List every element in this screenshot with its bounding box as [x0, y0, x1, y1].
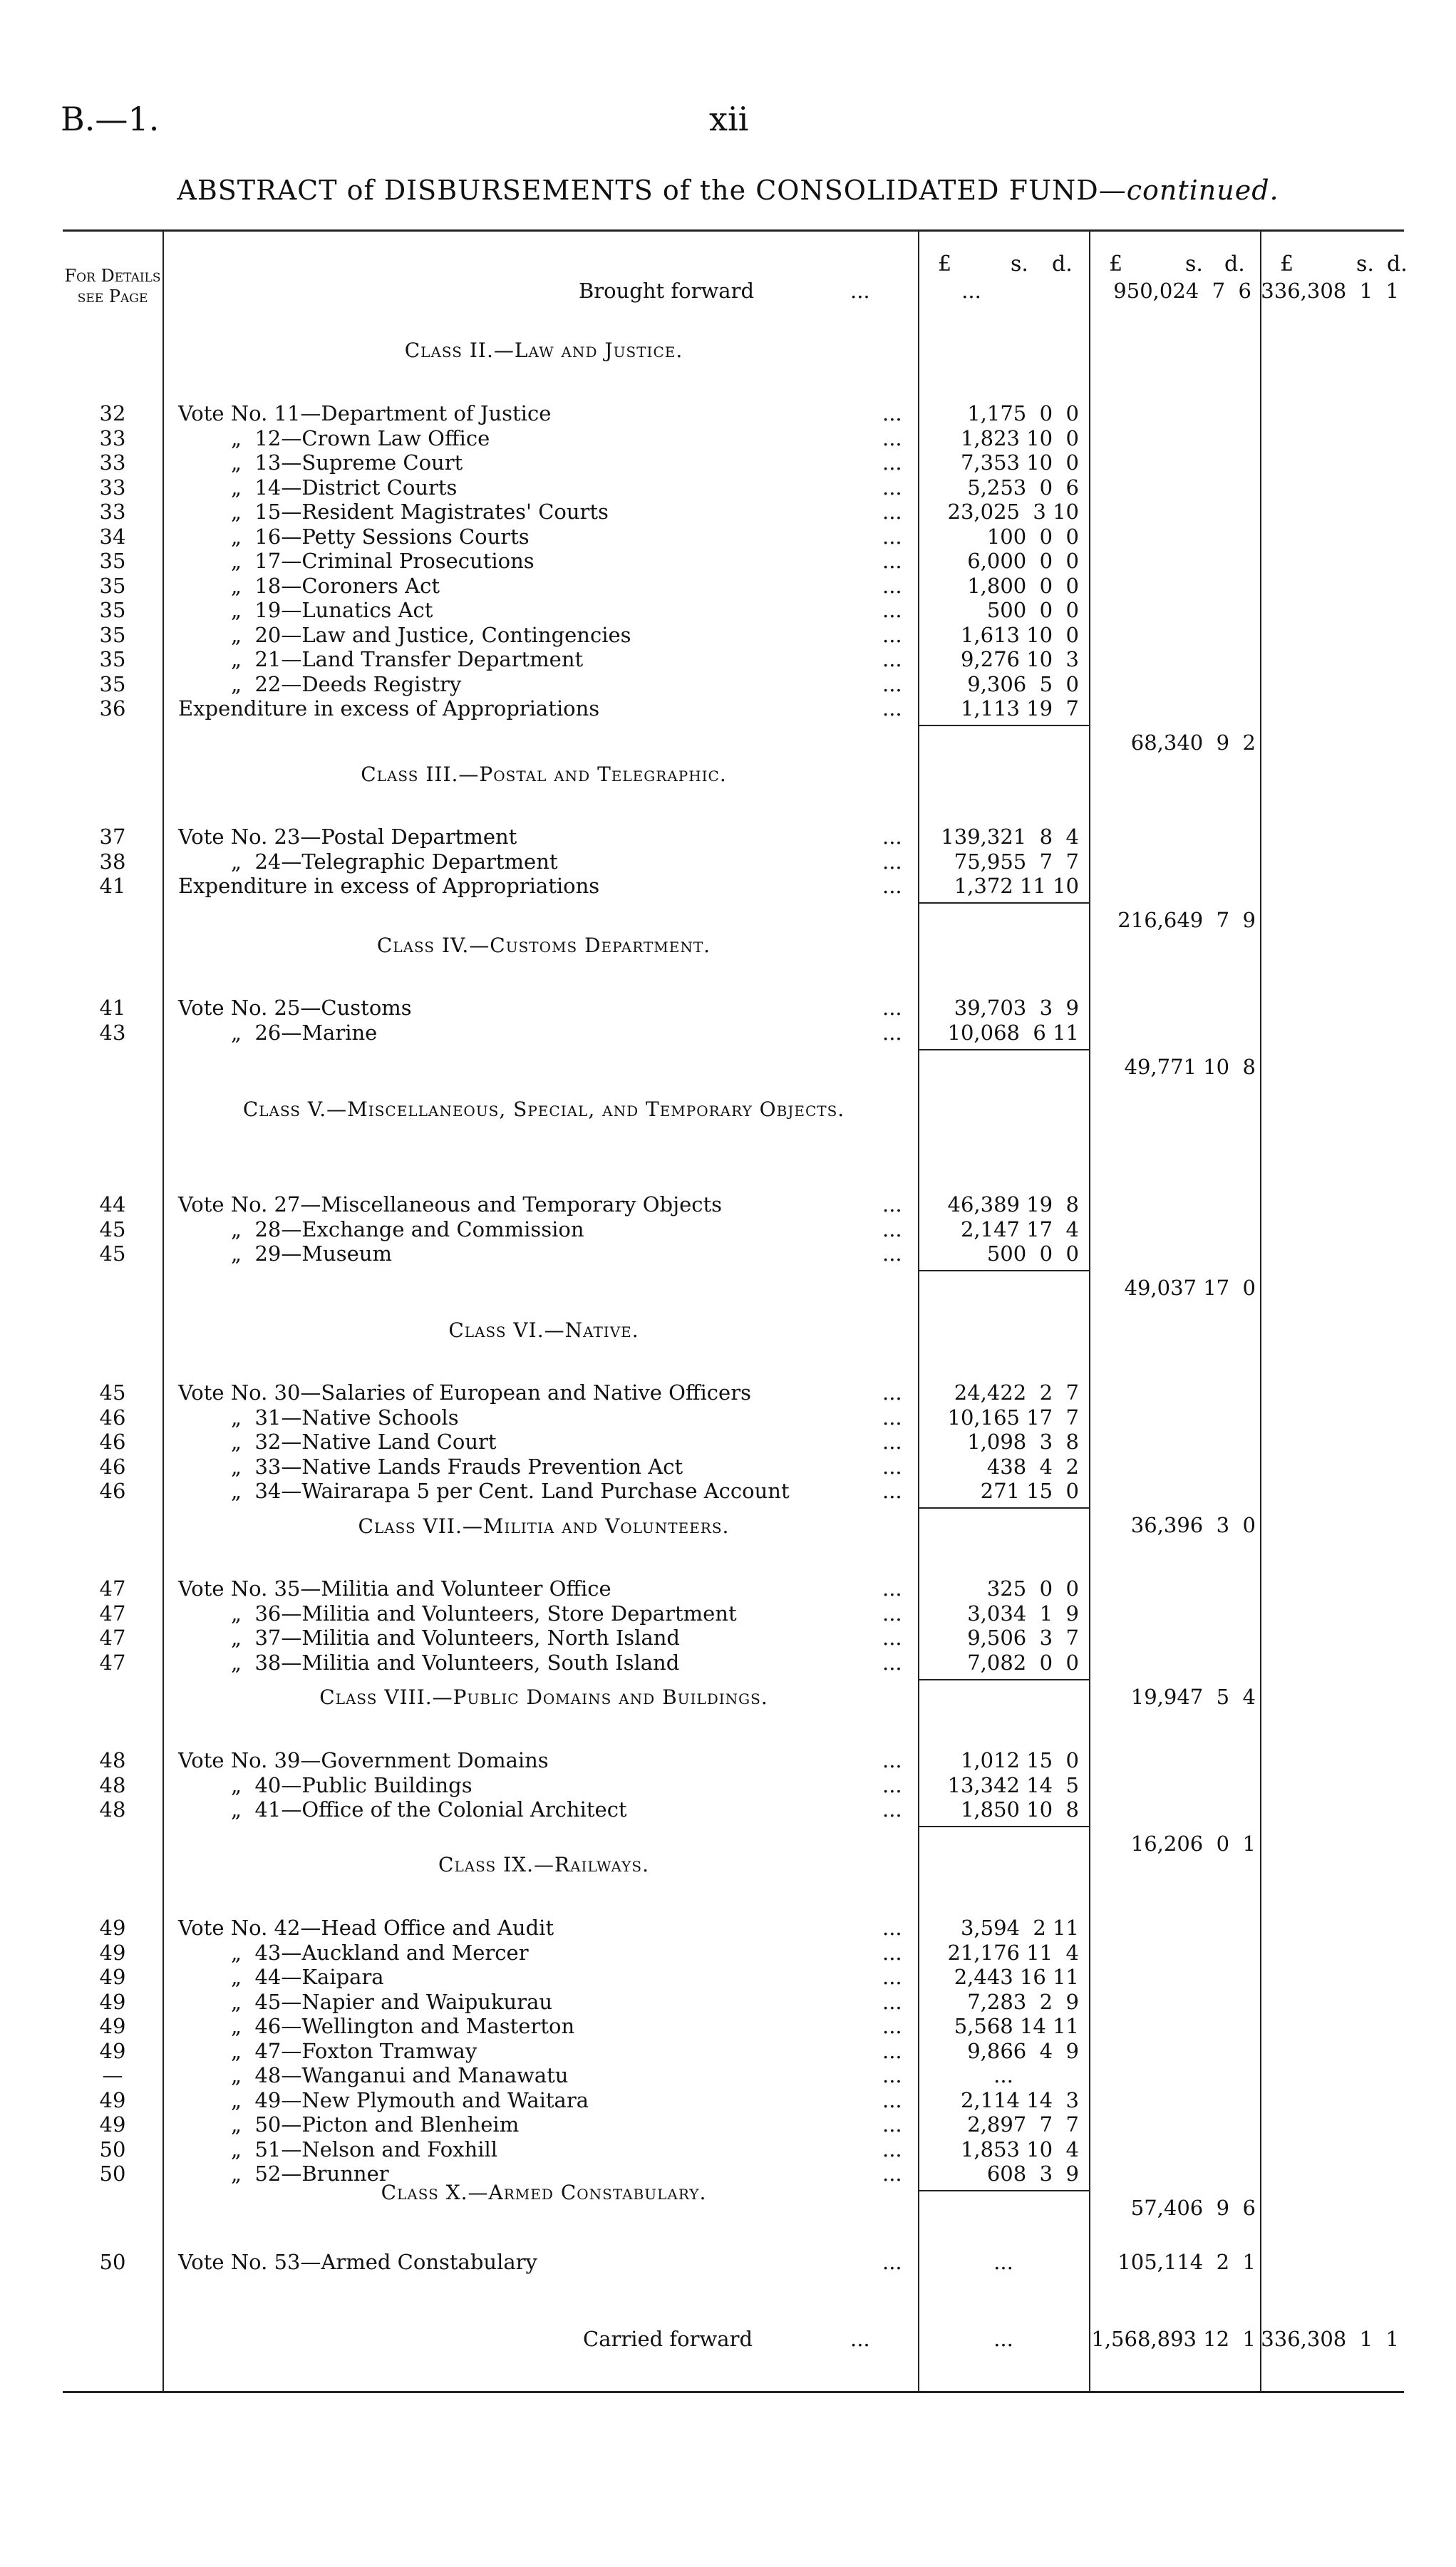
- vote-amount: 13,342 14 5: [947, 1772, 1079, 1797]
- leader-dots: ...: [882, 549, 902, 573]
- vote-row: [63, 1990, 1404, 2014]
- vote-amount: 23,025 3 10: [947, 500, 1079, 524]
- page-ref: 35: [99, 647, 126, 671]
- leader-dots: ...: [850, 2327, 870, 2351]
- vote-amount: 10,165 17 7: [947, 1405, 1079, 1430]
- vote-row: [63, 1217, 1404, 1241]
- class-heading: Class VII.—Militia and Volunteers.: [358, 1514, 730, 1538]
- vote-amount: 7,082 0 0: [967, 1650, 1079, 1675]
- vote-description: „ 52—Brunner: [231, 2161, 389, 2186]
- brought-forward-col3: 336,308 1 1: [1261, 279, 1399, 303]
- leader-dots: ...: [882, 1626, 902, 1650]
- leader-dots: ...: [882, 1430, 902, 1454]
- class-heading: Class II.—Law and Justice.: [404, 339, 683, 362]
- vote-description: „ 12—Crown Law Office: [231, 425, 490, 450]
- brought-forward-label: Brought forward: [579, 279, 755, 303]
- page-ref: 36: [99, 696, 126, 720]
- subtotal-rule: [918, 902, 1089, 904]
- leader-dots: ...: [882, 1916, 902, 1940]
- page-ref: 35: [99, 573, 126, 598]
- vote-description: „ 13—Supreme Court: [231, 450, 463, 475]
- page-ref: 48: [99, 1772, 126, 1797]
- vote-description: Expenditure in excess of Appropriations: [178, 696, 600, 720]
- leader-dots: ...: [882, 1650, 902, 1675]
- vote-description: „ 14—District Courts: [231, 475, 458, 500]
- vote-amount: 9,276 10 3: [960, 647, 1079, 671]
- page-ref: 49: [99, 1989, 126, 2014]
- carried-forward-col2: 1,568,893 12 1: [1091, 2327, 1256, 2351]
- class-total-row: [63, 908, 1404, 932]
- page-ref: 47: [99, 1650, 126, 1675]
- vote-amount: 2,897 7 7: [967, 2112, 1079, 2137]
- vote-amount: 100 0 0: [986, 524, 1079, 549]
- vote-description: „ 26—Marine: [231, 1020, 378, 1045]
- vote-row: [63, 1941, 1404, 1965]
- vote-row: [63, 1651, 1404, 1675]
- vote-description: „ 51—Nelson and Foxhill: [231, 2137, 498, 2161]
- brought-forward-row: [63, 279, 1404, 303]
- leader-dots: ...: [882, 1965, 902, 1989]
- vote-row: [63, 1576, 1404, 1601]
- class-total-row: [63, 730, 1404, 755]
- vote-amount: 325 0 0: [986, 1576, 1079, 1601]
- leader-dots: ...: [882, 1241, 902, 1266]
- vote-amount: 438 4 2: [986, 1454, 1079, 1479]
- leader-dots: ...: [882, 825, 902, 849]
- vote-amount: 608 3 9: [986, 2161, 1079, 2186]
- for-details-header: For Details see Page: [64, 266, 161, 306]
- leader-dots: ...: [882, 401, 902, 425]
- page-ref: 49: [99, 2038, 126, 2063]
- leader-dots: ...: [882, 874, 902, 898]
- leader-dots: ...: [882, 1989, 902, 2014]
- leader-dots: ...: [882, 622, 902, 647]
- leader-dots: ...: [882, 2014, 902, 2038]
- leader-dots: ...: [882, 1940, 902, 1965]
- vote-description: „ 16—Petty Sessions Courts: [231, 524, 530, 549]
- vote-description: „ 34—Wairarapa 5 per Cent. Land Purchase Account: [231, 1479, 790, 1503]
- page-ref: 45: [99, 1241, 126, 1266]
- vote-amount: 7,353 10 0: [960, 450, 1079, 475]
- vote-description: „ 29—Museum: [231, 1241, 392, 1266]
- vote-amount: 39,703 3 9: [954, 996, 1079, 1020]
- vote-amount: 1,613 10 0: [960, 622, 1079, 647]
- vote-description: „ 46—Wellington and Masterton: [231, 2014, 575, 2038]
- page-ref: 49: [99, 2087, 126, 2112]
- page-ref: 49: [99, 2014, 126, 2038]
- page-ref: 35: [99, 671, 126, 696]
- class-total: 19,947 5 4: [1130, 1684, 1256, 1709]
- vote-description: „ 41—Office of the Colonial Architect: [231, 1797, 627, 1822]
- vote-row: [63, 696, 1404, 720]
- subtotal-rule: [918, 1679, 1089, 1680]
- vote-description: „ 37—Militia and Volunteers, North Island: [231, 1626, 680, 1650]
- vote-description: „ 15—Resident Magistrates' Courts: [231, 500, 609, 524]
- pence-header: d.: [1052, 252, 1073, 277]
- vote-row: [63, 525, 1404, 549]
- leader-dots: ...: [882, 1576, 902, 1601]
- vote-description: „ 47—Foxton Tramway: [231, 2038, 477, 2063]
- class-heading: Class V.—Miscellaneous, Special, and Temporary Objects.: [242, 1097, 845, 1121]
- page-ref: —: [102, 2063, 123, 2087]
- vote-row: [63, 426, 1404, 450]
- vote-description: „ 49—New Plymouth and Waitara: [231, 2087, 589, 2112]
- class-total: 16,206 0 1: [1130, 1832, 1256, 1856]
- vote-description: „ 38—Militia and Volunteers, South Island: [231, 1650, 680, 1675]
- page-ref: 44: [99, 1192, 126, 1217]
- vote-row: [63, 1405, 1404, 1430]
- leader-dots: ...: [882, 450, 902, 475]
- leader-dots: ...: [882, 696, 902, 720]
- vote-row: [63, 450, 1404, 475]
- vote-row: [63, 1241, 1404, 1266]
- vote-row: [63, 1965, 1404, 1989]
- vote-row: [63, 825, 1404, 849]
- page-ref: 38: [99, 849, 126, 874]
- vote-amount: 2,114 14 3: [960, 2087, 1079, 2112]
- vote-amount: 9,306 5 0: [967, 671, 1079, 696]
- leader-dots: ...: [882, 1020, 902, 1045]
- leader-dots: ...: [882, 1479, 902, 1503]
- vote-description: „ 50—Picton and Blenheim: [231, 2112, 520, 2137]
- vote-amount: 1,113 19 7: [960, 696, 1079, 720]
- vote-description: „ 36—Militia and Volunteers, Store Department: [231, 1601, 737, 1626]
- vote-description: „ 32—Native Land Court: [231, 1430, 497, 1454]
- vote-row: [63, 574, 1404, 598]
- leader-dots: ...: [882, 2112, 902, 2137]
- vote-description: Expenditure in excess of Appropriations: [178, 874, 600, 898]
- page-title: ABSTRACT of DISBURSEMENTS of the CONSOLIDATED FUND—continued.: [177, 175, 1279, 206]
- vote-row: [63, 874, 1404, 898]
- carried-forward-label: Carried forward: [583, 2327, 753, 2351]
- page-ref: 49: [99, 2112, 126, 2137]
- vote-description: „ 20—Law and Justice, Contingencies: [231, 622, 631, 647]
- leader-dots: ...: [882, 849, 902, 874]
- class-total: 49,771 10 8: [1124, 1054, 1256, 1079]
- vote-amount: 5,568 14 11: [954, 2014, 1079, 2038]
- vote-amount: 500 0 0: [986, 598, 1079, 622]
- class-total-row: [63, 2250, 1404, 2274]
- vote-description: „ 18—Coroners Act: [231, 573, 440, 598]
- vote-amount: ...: [993, 2063, 1013, 2087]
- vote-description: Vote No. 27—Miscellaneous and Temporary Objects: [178, 1192, 723, 1217]
- page-number: xii: [709, 100, 749, 138]
- page-ref: 41: [99, 996, 126, 1020]
- subtotal-rule: [918, 1507, 1089, 1509]
- leader-dots: ...: [882, 2137, 902, 2161]
- leader-dots: ...: [882, 475, 902, 500]
- leader-dots: ...: [882, 1454, 902, 1479]
- vote-row: [63, 1430, 1404, 1454]
- vote-amount: 1,175 0 0: [967, 401, 1079, 425]
- leader-dots: ...: [882, 1405, 902, 1430]
- vote-amount: 3,594 2 11: [960, 1916, 1079, 1940]
- vote-row: [63, 1916, 1404, 1940]
- vote-row: [63, 598, 1404, 622]
- leader-dots: ...: [882, 647, 902, 671]
- carried-forward-col3: 336,308 1 1: [1261, 2327, 1399, 2351]
- page-ref: 33: [99, 500, 126, 524]
- leader-dots: ...: [882, 500, 902, 524]
- vote-row: [63, 1601, 1404, 1626]
- brought-forward-col2: 950,024 7 6: [1113, 279, 1251, 303]
- vote-amount: 6,000 0 0: [967, 549, 1079, 573]
- subtotal-rule: [918, 1270, 1089, 1271]
- leader-dots: ...: [882, 1748, 902, 1772]
- vote-description: „ 19—Lunatics Act: [231, 598, 433, 622]
- page-ref: 47: [99, 1601, 126, 1626]
- leader-dots: ...: [882, 2038, 902, 2063]
- class-total: 49,037 17 0: [1124, 1276, 1256, 1300]
- vote-amount: 1,853 10 4: [960, 2137, 1079, 2161]
- class-heading: Class III.—Postal and Telegraphic.: [361, 763, 727, 786]
- vote-amount: 500 0 0: [986, 1241, 1079, 1266]
- page-ref: 46: [99, 1479, 126, 1503]
- leader-dots: ...: [882, 671, 902, 696]
- vote-amount: 7,283 2 9: [967, 1989, 1079, 2014]
- vote-description: „ 33—Native Lands Frauds Prevention Act: [231, 1454, 683, 1479]
- page-ref: 37: [99, 825, 126, 849]
- vote-row: [63, 500, 1404, 524]
- page-ref: 48: [99, 1797, 126, 1822]
- vote-row: [63, 1455, 1404, 1479]
- vote-amount: 21,176 11 4: [947, 1940, 1079, 1965]
- page-ref: 33: [99, 425, 126, 450]
- subtotal-rule: [918, 1049, 1089, 1050]
- class-total-row: [63, 1276, 1404, 1300]
- subtotal-rule: [918, 1826, 1089, 1827]
- class-total-row: [63, 1055, 1404, 1079]
- vote-row: [63, 549, 1404, 573]
- vote-row: [63, 1797, 1404, 1822]
- vote-description: Vote No. 39—Government Domains: [178, 1748, 549, 1772]
- pence-header: d.: [1224, 252, 1245, 277]
- vote-row: [63, 2063, 1404, 2087]
- class-total: 68,340 9 2: [1130, 730, 1256, 755]
- pound-header: £: [1280, 252, 1294, 277]
- page-ref: 35: [99, 622, 126, 647]
- page-ref: 50: [99, 2250, 126, 2274]
- class-heading: Class IV.—Customs Department.: [376, 934, 711, 957]
- vote-description: „ 40—Public Buildings: [231, 1772, 473, 1797]
- vote-description: „ 28—Exchange and Commission: [231, 1217, 584, 1241]
- vote-row: [63, 849, 1404, 874]
- vote-row: [63, 1748, 1404, 1772]
- vote-amount: 2,147 17 4: [960, 1217, 1079, 1241]
- page-ref: 49: [99, 1965, 126, 1989]
- document-code: B.—1.: [61, 100, 160, 138]
- vote-amount: 9,506 3 7: [967, 1626, 1079, 1650]
- vote-row: [63, 647, 1404, 671]
- vote-amount: 1,012 15 0: [960, 1748, 1079, 1772]
- leader-dots: ...: [882, 1217, 902, 1241]
- vote-description: Vote No. 53—Armed Constabulary: [178, 2250, 537, 2274]
- pound-header: £: [1109, 252, 1123, 277]
- vote-amount: 271 15 0: [980, 1479, 1079, 1503]
- leader-dots: ...: [882, 425, 902, 450]
- vote-amount: 2,443 16 11: [954, 1965, 1079, 1989]
- vote-row: [63, 2039, 1404, 2063]
- carried-forward-col1: ...: [993, 2327, 1013, 2351]
- disbursement-table: [63, 229, 1408, 2393]
- vote-description: „ 48—Wanganui and Manawatu: [231, 2063, 569, 2087]
- shilling-header: s.: [1185, 252, 1203, 277]
- vote-amount: 1,823 10 0: [960, 425, 1079, 450]
- vote-row: [63, 1021, 1404, 1045]
- page-ref: 47: [99, 1576, 126, 1601]
- page-ref: 32: [99, 401, 126, 425]
- vote-row: [63, 1380, 1404, 1405]
- vote-amount: 5,253 0 6: [967, 475, 1079, 500]
- vote-row: [63, 475, 1404, 500]
- class-total: 57,406 9 6: [1130, 2196, 1256, 2220]
- vote-row: [63, 401, 1404, 425]
- vote-amount: 46,389 19 8: [947, 1192, 1079, 1217]
- leader-dots: ...: [882, 2161, 902, 2186]
- vote-description: Vote No. 42—Head Office and Audit: [178, 1916, 554, 1940]
- page-ref: 50: [99, 2137, 126, 2161]
- vote-description: Vote No. 30—Salaries of European and Native Officers: [178, 1380, 751, 1405]
- vote-amount: 139,321 8 4: [941, 825, 1079, 849]
- subtotal-rule: [918, 2190, 1089, 2191]
- leader-dots: ...: [882, 2087, 902, 2112]
- vote-row: [63, 1773, 1404, 1797]
- vote-amount: 1,850 10 8: [960, 1797, 1079, 1822]
- page-ref: 33: [99, 475, 126, 500]
- subtotal-rule: [918, 725, 1089, 726]
- vote-description: „ 17—Criminal Prosecutions: [231, 549, 535, 573]
- vote-amount: 3,034 1 9: [967, 1601, 1079, 1626]
- leader-dots: ...: [882, 996, 902, 1020]
- page-ref: 46: [99, 1405, 126, 1430]
- page-ref: 50: [99, 2161, 126, 2186]
- page-ref: 33: [99, 450, 126, 475]
- vote-row: [63, 1479, 1404, 1503]
- vote-description: „ 21—Land Transfer Department: [231, 647, 584, 671]
- leader-dots: ...: [882, 1192, 902, 1217]
- leader-dots: ...: [882, 2250, 902, 2274]
- vote-amount: 1,800 0 0: [967, 573, 1079, 598]
- vote-amount: ...: [993, 2250, 1013, 2274]
- vote-description: Vote No. 25—Customs: [178, 996, 412, 1020]
- page-ref: 43: [99, 1020, 126, 1045]
- leader-dots: ...: [882, 573, 902, 598]
- page-ref: 35: [99, 549, 126, 573]
- page-ref: 34: [99, 524, 126, 549]
- vote-amount: 9,866 4 9: [967, 2038, 1079, 2063]
- vote-row: [63, 996, 1404, 1020]
- leader-dots: ...: [882, 598, 902, 622]
- vote-amount: 24,422 2 7: [954, 1380, 1079, 1405]
- vote-amount: 75,955 7 7: [954, 849, 1079, 874]
- vote-amount: 1,098 3 8: [967, 1430, 1079, 1454]
- vote-description: „ 43—Auckland and Mercer: [231, 1940, 529, 1965]
- vote-row: [63, 672, 1404, 696]
- vote-description: Vote No. 35—Militia and Volunteer Office: [178, 1576, 611, 1601]
- page-ref: 47: [99, 1626, 126, 1650]
- page-ref: 49: [99, 1916, 126, 1940]
- leader-dots: ...: [882, 524, 902, 549]
- class-heading: Class X.—Armed Constabulary.: [381, 2181, 707, 2204]
- vote-row: [63, 1626, 1404, 1650]
- vote-row: [63, 2137, 1404, 2161]
- class-total: 105,114 2 1: [1117, 2250, 1256, 2274]
- vote-row: [63, 623, 1404, 647]
- vote-row: [63, 2014, 1404, 2038]
- page-ref: 48: [99, 1748, 126, 1772]
- shilling-header: s.: [1356, 252, 1374, 277]
- vote-row: [63, 2088, 1404, 2112]
- vote-amount: 10,068 6 11: [947, 1020, 1079, 1045]
- page-ref: 45: [99, 1217, 126, 1241]
- leader-dots: ...: [850, 279, 870, 303]
- leader-dots: ...: [882, 1772, 902, 1797]
- vote-row: [63, 2112, 1404, 2137]
- vote-row: [63, 1192, 1404, 1217]
- leader-dots: ...: [882, 1380, 902, 1405]
- page-ref: 46: [99, 1430, 126, 1454]
- shilling-header: s.: [1011, 252, 1028, 277]
- page-ref: 46: [99, 1454, 126, 1479]
- leader-dots: ...: [882, 1797, 902, 1822]
- page-ref: 49: [99, 1940, 126, 1965]
- pence-header: d.: [1387, 252, 1408, 277]
- class-total-row: [63, 1832, 1404, 1856]
- carried-forward-row: [63, 2327, 1404, 2351]
- vote-amount: 1,372 11 10: [954, 874, 1079, 898]
- class-heading: Class IX.—Railways.: [438, 1853, 649, 1876]
- vote-description: „ 22—Deeds Registry: [231, 671, 462, 696]
- pound-header: £: [938, 252, 952, 277]
- vote-description: „ 45—Napier and Waipukurau: [231, 1989, 553, 2014]
- page-ref: 45: [99, 1380, 126, 1405]
- page-ref: 41: [99, 874, 126, 898]
- leader-dots: ...: [882, 1601, 902, 1626]
- class-total: 36,396 3 0: [1130, 1513, 1256, 1537]
- leader-dots: ...: [882, 2063, 902, 2087]
- vote-description: Vote No. 23—Postal Department: [178, 825, 517, 849]
- page-ref: 35: [99, 598, 126, 622]
- vote-description: „ 24—Telegraphic Department: [231, 849, 558, 874]
- vote-description: „ 31—Native Schools: [231, 1405, 459, 1430]
- class-heading: Class VI.—Native.: [448, 1318, 639, 1342]
- vote-description: „ 44—Kaipara: [231, 1965, 384, 1989]
- brought-forward-col1: ...: [961, 279, 981, 303]
- class-total: 216,649 7 9: [1117, 908, 1256, 932]
- vote-description: Vote No. 11—Department of Justice: [178, 401, 552, 425]
- class-heading: Class VIII.—Public Domains and Buildings.: [319, 1685, 768, 1709]
